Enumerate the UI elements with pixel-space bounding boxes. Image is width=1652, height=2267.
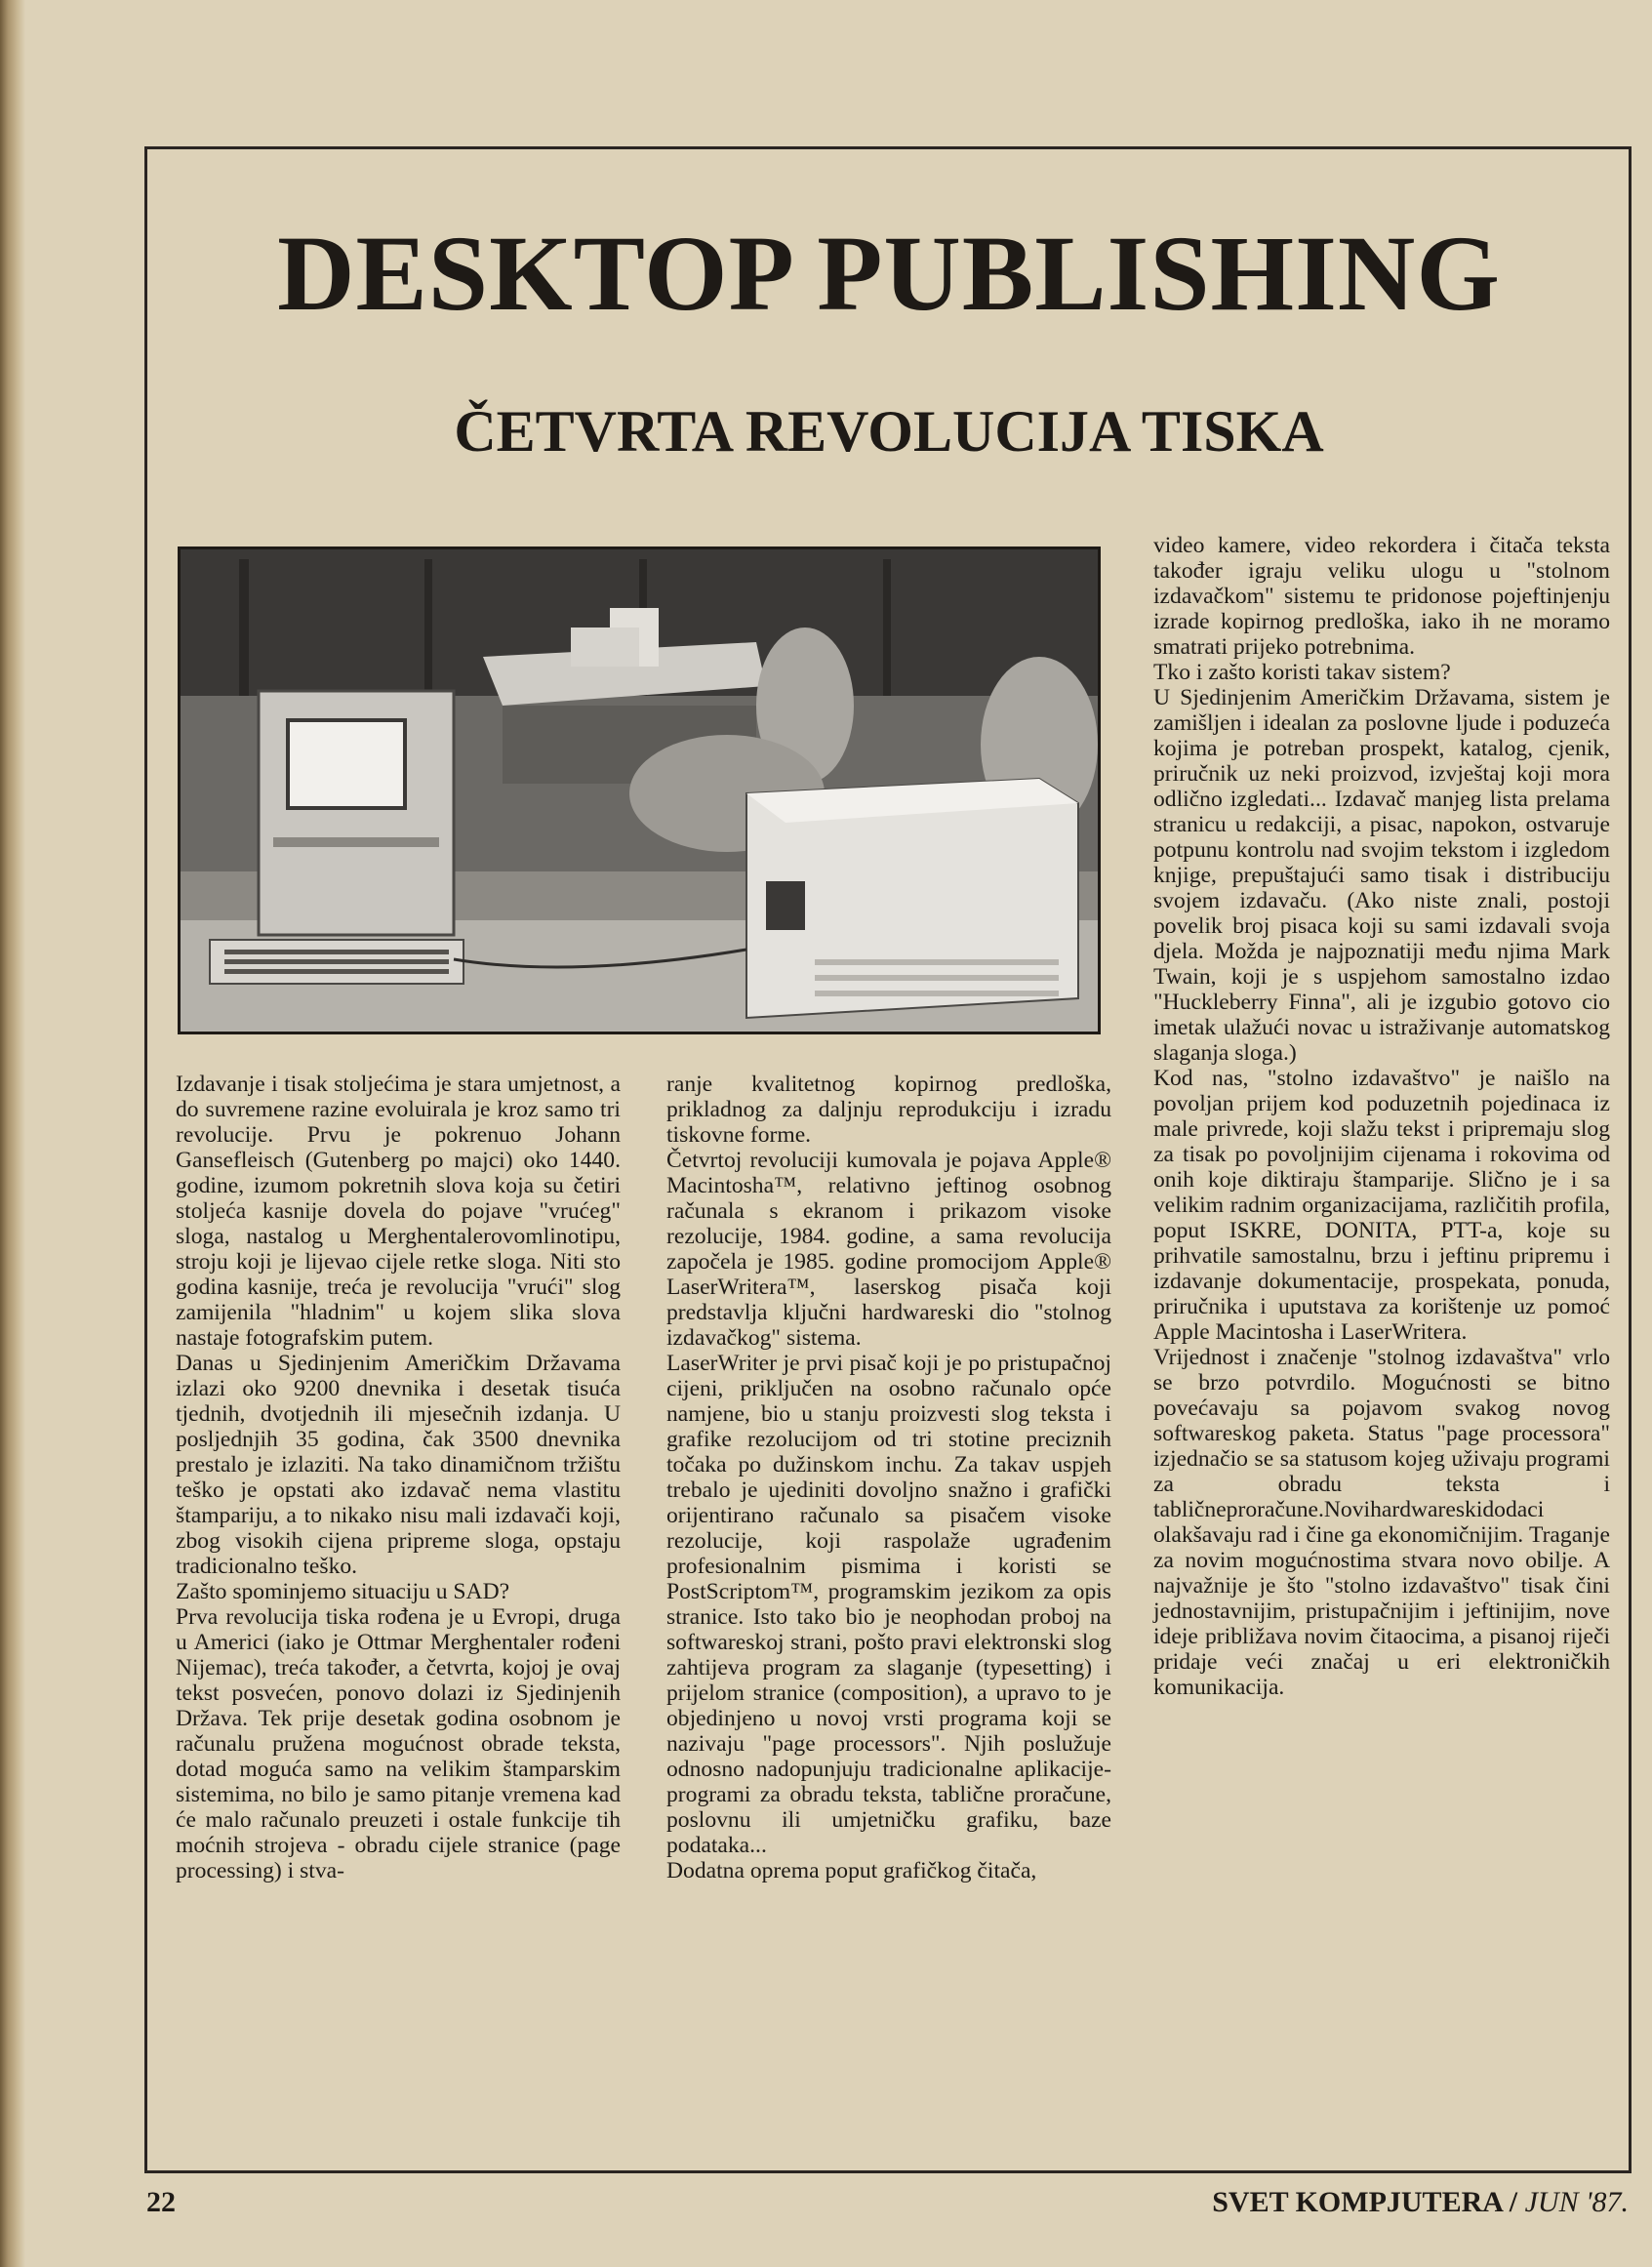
text-column-3 xyxy=(1153,533,1610,1700)
paragraph: Danas u Sjedinjenim Američkim Državama izlazi oko 9200 dnevnika i desetak tisuća tjednih, dvotjednih ili mjesečnih izdanja. U posljednjih 35 godina, čak 3500 dnevnika prestalo je izlaziti. Na tako dinamičnom tržištu teško je opstati ako izdavač nema vlastitu štampariju, a to nikako nisu mali izdavači koji, zbog visokih cijena pripreme sloga, opstaju tradicionalno teško. xyxy=(176,1351,621,1579)
paragraph: LaserWriter je prvi pisač koji je po pristupačnoj cijeni, priključen na osobno računalo opće namjene, bio u stanju proizvesti slog teksta i grafike rezolucijom od tri stotine preciznih točaka po dužinskom inchu. Za takav uspjeh trebalo je ujediniti dovoljno snažno i grafički orijentirano računalo sa pisačem visoke rezolucije, koji raspolaže ugrađenim profesionalnim pismima i koristi se PostScriptom™, programskim jezikom za opis stranice. Isto tako bio je neophodan proboj na softwareskoj strani, pošto pravi elektronski slog zahtijeva program za slaganje (typesetting) i prijelom stranice (composition), a upravo to je objedinjeno u novoj vrsti programa koji se nazivaju "page processors". Njih poslužuje odnosno nadopunjuju tradicionalne aplikacije-programi za obradu teksta, tablične proračune, poslovnu ili umjetničku grafiku, baze podataka... xyxy=(666,1351,1111,1858)
text-column-2 xyxy=(666,1072,1111,1883)
paragraph: Prva revolucija tiska rođena je u Evropi, druga u Americi (iako je Ottmar Merghentaler rođeni Nijemac), treća također, a četvrta, kojoj je ovaj tekst posvećen, ponovo dolazi iz Sjedinjenih Država. Tek prije desetak godina osobnom je računalu pružena mogućnost obrade teksta, dotad moguća samo na velikim štamparskim sistemima, no bilo je samo pitanje vremena kad će malo računalo preuzeti i ostale funkcije tih moćnih strojeva - obradu cijele stranice (page processing) i stva- xyxy=(176,1604,621,1883)
text-column-1 xyxy=(176,1072,621,1883)
page-number: 22 xyxy=(146,2186,176,2218)
magazine-name: SVET KOMPJUTERA / xyxy=(1212,2186,1525,2218)
issue-date: JUN '87. xyxy=(1524,2186,1629,2218)
page-binding-shadow xyxy=(0,0,25,2267)
paragraph: Kod nas, "stolno izdavaštvo" je naišlo na povoljan prijem kod poduzetnih pojedinaca iz male privrede, koji slažu tekst i pripremaju slog za tisak po povoljnijim cijenama i rokovima od onih koje diktiraju štamparije. Slično je i sa velikim radnim organizacijama, različitih profila, poput ISKRE, DONITA, PTT-a, koje su prihvatile samostalnu, brzu i jeftinu pripremu i izdavanje dokumentacije, prospekata, ponuda, priručnika i uputstava za korištenje uz pomoć Apple Macintosha i LaserWritera. xyxy=(1153,1066,1610,1345)
paragraph: Četvrtoj revoluciji kumovala je pojava Apple® Macintosha™, relativno jeftinog osobnog računala s ekranom i prikazom visoke rezolucije, 1984. godine, a sama revolucija započela je 1985. godine promocijom Apple® LaserWritera™, laserskog pisača koji predstavlja ključni hardwareski dio "stolnog izdavačkog" sistema. xyxy=(666,1148,1111,1351)
article-subtitle: ČETVRTA REVOLUCIJA TISKA xyxy=(454,399,1324,464)
paragraph: video kamere, video rekordera i čitača teksta također igraju veliku ulogu u "stolnom izdavačkom" sistemu te pridonose pojeftinjenju izrade kopirnog predloška, iako ih ne moramo smatrati prijeko potrebnima. xyxy=(1153,533,1610,660)
article-title: DESKTOP PUBLISHING xyxy=(277,214,1501,333)
paragraph: Zašto spominjemo situaciju u SAD? xyxy=(176,1579,510,1604)
paragraph: Izdavanje i tisak stoljećima je stara umjetnost, a do suvremene razine evoluirala je kroz samo tri revolucije. Prvu je pokrenuo Johann Gansefleisch (Gutenberg po majci) oko 1440. godine, izumom pokretnih slova koja su četiri stoljeća kasnije dovela do pojave "vrućeg" sloga, nastalog u Merghentalerovomlinotipu, stroju koji je lijevao cijele retke sloga. Niti sto godina kasnije, treća je revolucija "vrući" slog zamijenila "hladnim" u kojem slika slova nastaje fotografskim putem. xyxy=(176,1072,621,1351)
paragraph: ranje kvalitetnog kopirnog predloška, prikladnog za daljnju reprodukciju i izradu tiskovne forme. xyxy=(666,1072,1111,1148)
paragraph: Tko i zašto koristi takav sistem? xyxy=(1153,660,1451,685)
desktop-computer-and-laser-printer-photo-icon xyxy=(181,549,1098,1032)
magazine-footer xyxy=(1212,2186,1629,2219)
paragraph: Vrijednost i značenje "stolnog izdavaštva" vrlo se brzo potvrdilo. Mogućnosti se bitno povećavaju sa pojavom svakog novog softwareskog paketa. Status "page processora" izjednačio se sa statusom kojeg uživaju programi za obradu teksta i tabličneproračune.Novihardwareskidodaci olakšavaju rad i čine ga ekonomičnijim. Traganje za novim mogućnostima stvara novo obilje. A najvažnije je što "stolno izdavaštvo" tisak čini jednostavnijim, pristupačnijim i jeftinijim, nove ideje približava novim čitaocima, a pisanoj riječi pridaje veći značaj u eri elektroničkih komunikacija. xyxy=(1153,1345,1610,1700)
article-photo xyxy=(178,547,1101,1034)
paragraph: Dodatna oprema poput grafičkog čitača, xyxy=(666,1858,1037,1883)
paragraph: U Sjedinjenim Američkim Državama, sistem je zamišljen i idealan za poslovne ljude i poduzeća kojima je potreban prospekt, katalog, cjenik, priručnik uz neki proizvod, izvještaj koji mora odlično izgledati... Izdavač manjeg lista prelama stranicu u redakciji, a pisac, napokon, ostvaruje potpunu kontrolu nad svojim tekstom i izgledom knjige, prepuštajući samo tisak i distribuciju svojem izdavaču. (Ako niste znali, postoji povelik broj pisaca koji su sami izdavali svoja djela. Možda je najpoznatiji među njima Mark Twain, koji je s uspjehom samostalno izdao "Huckleberry Finna", ali je izgubio gotovo cio imetak ulažući novac u istraživanje automatskog slaganja sloga.) xyxy=(1153,685,1610,1066)
